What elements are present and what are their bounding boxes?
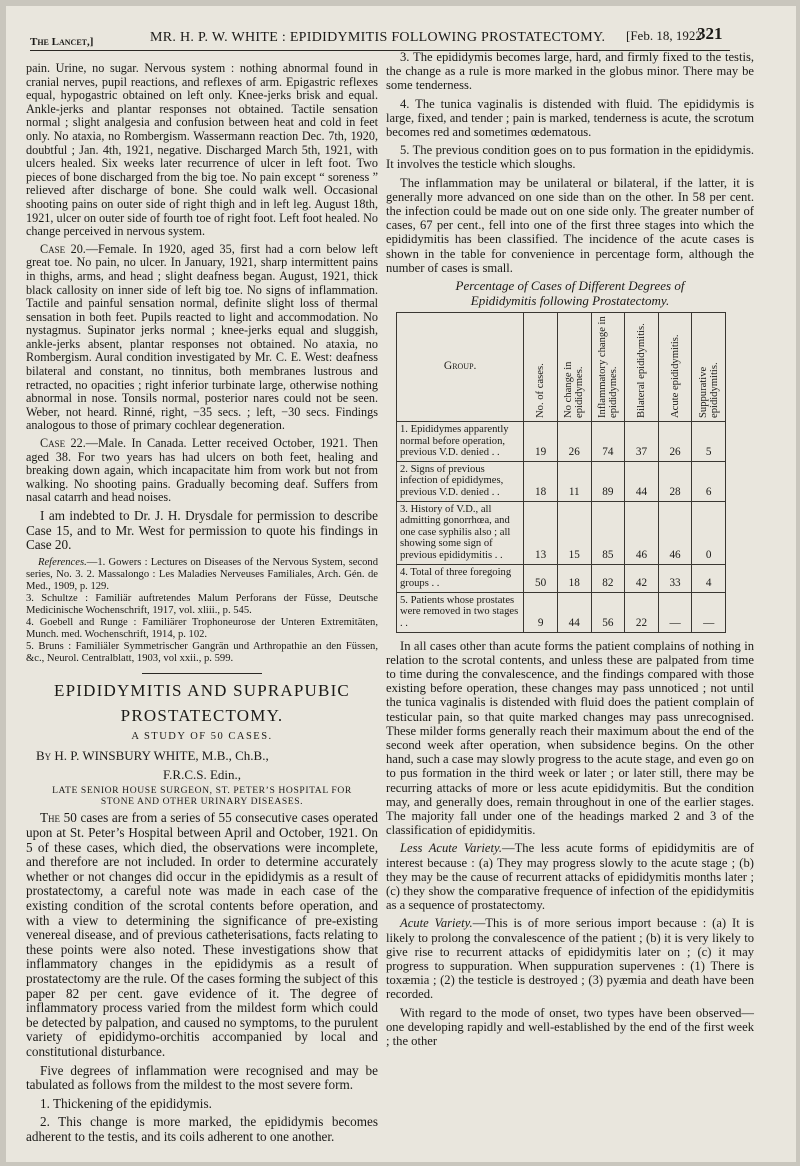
intro-text: 50 cases are from a series of 55 consecutive cases operated upon at St. Peter’s Hospital between April and October, 1921. On 5 of these cases, which died, the observations were incomplete, and therefore are not included. In order to determine accurately whether or not changes did occur in the epididymis as a result of prostatectomy, a careful note was made in each case of the existing condition of the scrotal contents before operation, and with a view to determining the significance of pre-existing venereal disease, and of previous catheterisations, facts relating to these points were also noted. These investigations show that inflammatory changes in the epididymis as a result of prostatectomy are the rule. Of the cases forming the subject of this paper 82 per cent. gave evidence of it. The degree of inflammatory process varied from the mildest form which could be detected by palpation, and caused no symptoms, to the purulent variety of epididymo-orchitis accompanied by local and constitutional disturbance. (26, 810, 378, 1059)
case-20-text: —Female. In 1920, aged 35, first had a corn below left great toe. No pain, no ulcer. In January, 1921, sharp intermittent pains in thighs, arms, and head ; slight deafness began. August, 1921, thick black callosity on inner side of left big toe. No signs of inflammation. Tactile and painful sensation normal, definite slight loss of thermal sensation in both feet. Pupils reacted to light and accommodation. No nystagmus. Supinator jerks normal ; knee-jerks equal and sluggish, ankle-jerks absent, plantar responses not obtained. No ataxia, no Rombergism. Aural condition investigated by Mr. C. E. West: deafness bilateral and constant, no tinnitus, both membranes lustrous and retracted, no opacities ; right inferior turbinate large, otherwise nothing abnormal in nose. Tonsils normal, posterior nares could not be seen. Weber, not heard. Rinné, right, −35 secs. ; left, −30 secs. Findings analogous to those of primary cochlear degeneration. (26, 241, 378, 433)
table-header-cases (524, 313, 558, 422)
acute-heading: Acute Variety. (400, 916, 473, 931)
running-title: MR. H. P. W. WHITE : EPIDIDYMITIS FOLLOWING PROSTATECTOMY. (150, 30, 606, 45)
table-row (397, 501, 726, 564)
degree-item-5: 5. The previous condition goes on to pus formation in the epididymis. It involves the testicle which sloughs. (386, 143, 754, 172)
table-cell: 0 (692, 501, 726, 564)
column-label: Inflammatory change in epididymes. (596, 316, 619, 419)
table-cell: 85 (591, 501, 625, 564)
acknowledgment: I am indebted to Dr. J. H. Drysdale for permission to describe Case 15, and to Mr. West for permission to quote his findings in Case 20. (26, 508, 378, 553)
page-number: 321 (697, 24, 723, 43)
less-acute-paragraph (386, 841, 754, 912)
table-cell: 46 (625, 501, 659, 564)
onset-paragraph: With regard to the mode of onset, two types have been observed—one developing rapidly and well-established by the end of the first week ; the other (386, 1005, 754, 1049)
degree-item-4: 4. The tunica vaginalis is distended with fluid. The epididymis is large, fixed, and tender ; pain is marked, tenderness is acute, the scrotum becomes red and sometimes œdematous. (386, 96, 754, 140)
table-cell: 89 (591, 461, 625, 501)
issue-date: [Feb. 18, 1922 (626, 28, 702, 43)
table-row (397, 422, 726, 462)
author-degree: F.R.C.S. Edin., (162, 766, 242, 782)
table-cell: 44 (625, 461, 659, 501)
table-header-inflammatory (591, 313, 625, 422)
all-cases-paragraph: In all cases other than acute forms the patient complains of nothing in relation to the scrotal contents, and unless these are palpated from time to time during the convalescence, and the findings compared with those existing before operation, these changes may pass unnoticed ; not until the tunica vaginalis is distended with fluid does the patient complain of testicular pain, so that quite marked changes may pass unrecognised. These milder forms generally reach their maximum about the end of the second week after operation, when subsidence begins. On the other hand, such a case may slowly progress to the acute stage, and even go on to pus formation in the third week or later ; or later still, there may be recurring attacks of more or less acute epididymitis. But the condition may, and generally does, remain throughout in one of the earlier stages. The majority fall under one of the headings marked 2 and 3 of the classification of epididymitis. (386, 638, 754, 838)
reference-entry: 4. Goebell and Runge : Familiärer Trophoneurose der Unteren Extremitäten, Munch. med. Wochenschrift, 1914, p. 102. (26, 616, 378, 640)
table-cell: 44 (557, 592, 591, 632)
column-label: Acute epididymitis. (669, 334, 681, 419)
table-cell-group: 4. Total of three foregoing groups . . (397, 564, 524, 592)
table-cell-group: 1. Epididymes apparently normal before operation, previous V.D. denied . . (397, 422, 524, 462)
table-cell: 5 (692, 422, 726, 462)
table-cell: — (658, 592, 692, 632)
case-20-paragraph (26, 243, 378, 433)
journal-name: The Lancet,] (30, 36, 94, 48)
table-cell: 6 (692, 461, 726, 501)
case-20-heading: Case 20. (40, 241, 86, 256)
acute-text: —This is of more serious import because : (a) It is likely to prolong the convalescence of the patient ; (b) it is very likely to give rise to recurrent attacks of epididymitis later on ; (c) it may progress to suppuration. When suppuration supervenes : (1) There is toxæmia ; (2) the testicle is destroyed ; (3) pyæmia and death have been recorded. (386, 916, 754, 1002)
table-cell: 4 (692, 564, 726, 592)
table-cell: 13 (524, 501, 558, 564)
table-cell: 19 (524, 422, 558, 462)
reference-entry (26, 557, 378, 593)
degrees-intro: Five degrees of inflammation were recognised and may be tabulated as follows from the mildest to the most severe form. (26, 1062, 378, 1093)
degree-item-2: 2. This change is more marked, the epididymis becomes adherent to the testis, and its coils adherent to one another. (26, 1114, 378, 1144)
epididymitis-table (396, 312, 726, 633)
table-row (397, 592, 726, 632)
article-subtitle: A STUDY OF 50 CASES. (131, 731, 273, 743)
table-cell: 26 (557, 422, 591, 462)
case-22-paragraph (26, 437, 378, 505)
table-cell: 46 (658, 501, 692, 564)
running-head (30, 16, 730, 51)
table-cell: — (692, 592, 726, 632)
table-cell: 11 (557, 461, 591, 501)
table-cell: 74 (591, 422, 625, 462)
case-22-heading: Case 22. (40, 436, 86, 451)
acute-paragraph (386, 916, 754, 1001)
right-column (386, 50, 754, 1052)
table-cell: 28 (658, 461, 692, 501)
table-header-suppurative (692, 313, 726, 422)
table-header-group: Group. (397, 313, 524, 422)
table-cell: 26 (658, 422, 692, 462)
less-acute-text: —The less acute forms of epididymitis are of interest because : (a) They may progress slowly to the acute stage ; (b) they may be the cause of recurrent attacks of epididymitis months later ; (c) they show the comparative frequence of infection of the epididymitis as a sequence of prostatectomy. (386, 841, 755, 913)
case-22-text: —Male. In Canada. Letter received October, 1921. Then aged 38. For two years has had ulcers on both feet, healing and breaking down again, which incapacitate him from work but not from walking. No shooting pains. Gradually becoming deaf. Suffers from nasal catarrh and head noises. (26, 436, 378, 505)
less-acute-heading: Less Acute Variety. (400, 841, 503, 856)
degree-item-3: 3. The epididymis becomes large, hard, and firmly fixed to the testis, the change as a rule is more marked in the globus minor. There may be some tenderness. (386, 50, 754, 93)
intro-lead-word: The (40, 810, 61, 826)
column-label: No. of cases. (535, 363, 547, 419)
unilateral-paragraph: The inflammation may be unilateral or bilateral, if the latter, it is generally more advanced on one side than on the other. In 58 per cent. the infection could be made out on one side only. The greater number of cases, 67 per cent., fell into one of the first three stages into which the epididymitis has been classified. The incidence of the acute cases is shown in the table for convenience in percentage form, although the number of cases is small. (386, 175, 754, 275)
table-cell-group: 3. History of V.D., all admitting gonorrhœa, and one case syphilis also ; all showing some sign of previous epididymitis . . (397, 501, 524, 564)
article-title-line-1: EPIDIDYMITIS AND SUPRAPUBIC (54, 681, 350, 701)
degree-item-1: 1. Thickening of the epididymis. (40, 1095, 212, 1111)
table-caption-line-2: Epididymitis following Prostatectomy. (470, 292, 670, 308)
table-header-acute (658, 313, 692, 422)
references (26, 557, 378, 665)
table-caption-line-1: Percentage of Cases of Different Degrees of (455, 278, 685, 294)
column-label: No change in epididymes. (563, 361, 586, 419)
table-cell: 15 (557, 501, 591, 564)
table-caption (386, 279, 754, 308)
intro-paragraph (26, 811, 378, 1059)
table-cell-group: 2. Signs of previous infection of epididymes, previous V.D. denied . . (397, 461, 524, 501)
table-row (397, 461, 726, 501)
reference-entry: 3. Schultze : Familiär auftretendes Malum Perforans der Füsse, Deutsche Medicinische Wochenschrift, 1917, vol. xliii., p. 545. (26, 592, 378, 616)
reference-text: —1. Gowers : Lectures on Diseases of the Nervous System, second series, No. 3. 2. Massalongo : Les Maladies Nerveuses Familiales, Arch. Gén. de Med., 1909, p. 129. (26, 556, 378, 592)
byline-by: By (36, 747, 52, 763)
table-cell: 56 (591, 592, 625, 632)
affiliation-line-2: STONE AND OTHER URINARY DISEASES. (100, 796, 304, 808)
table-cell-group: 5. Patients whose prostates were removed in two stages . . (397, 592, 524, 632)
column-label: Bilateral epididymitis. (635, 323, 647, 419)
table-cell: 18 (557, 564, 591, 592)
table-cell: 22 (625, 592, 659, 632)
table-cell: 82 (591, 564, 625, 592)
left-column (26, 62, 378, 1149)
byline (26, 748, 378, 764)
table-cell: 37 (625, 422, 659, 462)
column-label: Suppurative epididymitis. (697, 362, 720, 419)
author-name: H. P. WINSBURY WHITE, M.B., Ch.B., (54, 747, 269, 763)
case-19-continuation: pain. Urine, no sugar. Nervous system : nothing abnormal found in cranial nerves, pupil reactions, and reflexes of arm. Epigastric reflexes equal, hypogastric obtained on left only. Knee-jerks brisk and equal. Ankle-jerks and plantar responses not obtained. Tactile sensation normal ; slight analgesia and confusion between heat and cold in feet only. No ataxia, no Rombergism. Wassermann reaction Dec. 7th, 1920, doubtful ; Jan. 4th, 1921, negative. Discharged March 5th, 1921, with ulcers healed. Six weeks later recurrence of ulcer in left foot. Two pieces of bone discharged from the big toe. No pain except “ soreness ” relieved after discharge of bone. She could walk well. Occasional shooting pains on outer side of right thigh and in left leg. August 18th, 1921, ulcer on outer side of fourth toe of right foot. Left foot healed. No change perceived in nervous system. (26, 61, 378, 239)
table-header-row (397, 313, 726, 422)
table-cell: 18 (524, 461, 558, 501)
affiliation-line-1: LATE SENIOR HOUSE SURGEON, ST. PETER’S HOSPITAL FOR (52, 785, 352, 797)
section-divider (142, 673, 262, 675)
author-affiliation (26, 785, 378, 807)
reference-entry: 5. Bruns : Familiäler Symmetrischer Gangrän und Arthropathie an den Füssen, &c., Neurol. Centralblatt, 1903, vol xxii., p. 599. (26, 640, 378, 664)
journal-page (6, 6, 796, 1162)
table-cell: 42 (625, 564, 659, 592)
table-header-no-change (557, 313, 591, 422)
table-cell: 50 (524, 564, 558, 592)
article-title-line-2: PROSTATECTOMY. (120, 706, 284, 726)
table-cell: 33 (658, 564, 692, 592)
table-row-totals (397, 564, 726, 592)
references-heading: References. (38, 556, 87, 568)
table-header-bilateral (625, 313, 659, 422)
table-cell: 9 (524, 592, 558, 632)
